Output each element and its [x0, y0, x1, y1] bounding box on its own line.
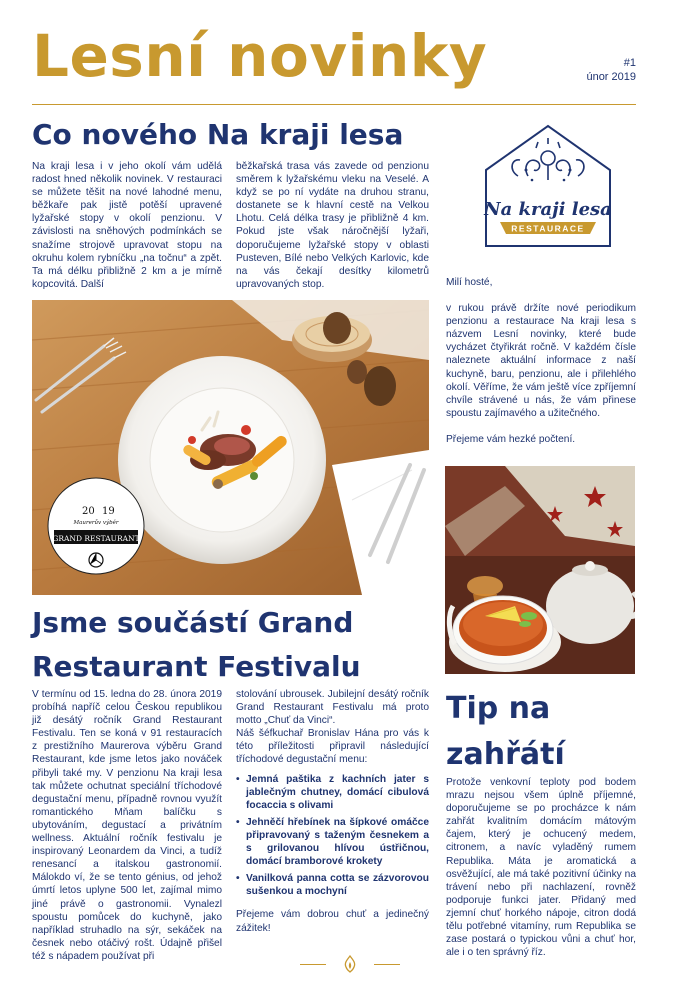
article-festival-column-1 — [32, 688, 222, 963]
tip-heading — [446, 686, 565, 778]
newsletter-title: Lesní novinky — [32, 22, 488, 90]
footer-rule-left — [300, 964, 326, 965]
badge-line2: GRAND RESTAURANT — [52, 534, 140, 543]
article-festival-closing: Přejeme vám dobrou chuť a jedinečný zážitek! — [236, 909, 429, 934]
logo-subtitle: RESTAURACE — [511, 223, 585, 234]
degustation-menu — [236, 773, 429, 899]
badge-year-right: 19 — [102, 506, 115, 517]
greeting-closing: Přejeme vám hezké počtení. — [446, 433, 576, 445]
tip-heading-line1: Tip na — [446, 691, 551, 726]
menu-item: • Jemná paštika z kachních jater s jablečným chutney, domácí cibulová focaccia s olivami — [236, 773, 429, 812]
menu-item: • Vanilková panna cotta se zázvorovou sušenkou a mochyní — [236, 872, 429, 898]
article-heading-festival-line2: Restaurant Festivalu — [32, 650, 361, 683]
article-festival-chef: Náš šéfkuchař Bronislav Hána pro vás k této příležitosti připravil následující tříchodové degustační menu: — [236, 728, 429, 766]
article-news-column-2 — [236, 160, 429, 291]
flame-icon — [342, 955, 358, 973]
logo-name: Na kraji lesa — [484, 199, 612, 220]
article-heading-news: Co nového Na kraji lesa — [32, 118, 404, 151]
menu-item: • Jehněčí hřebínek na šípkové omáčce připravovaný s taženým česnekem a s grilovanou hlívou ústřičnou, domácí bramborové krokety — [236, 816, 429, 868]
dish-photo — [32, 300, 429, 595]
issue-number: #1 — [623, 57, 636, 69]
greeting-salutation: Milí hosté, — [446, 277, 493, 288]
article-news-text-2: běžkařská trasa vás zavede od penzionu směrem k lyžařskému vleku na Veselé. A když se po ní vydáte na druhou stranu, dostanete se k hlavní cestě na Velkou Lhotu. Celá délka trasy je přibližně 4 km. Pokud jste však náročnější lyžaři, doporučujeme lyžařské stopy v oblasti Pusteven, Bílé nebo Velkých Karlovic, kde na vás čekají desítky kilometrů upravovaných stop. — [236, 161, 429, 290]
article-festival-intro: stolování ubrousek. Jubilejní desátý ročník Grand Restaurant Festivalu má proto motto „Chuť da Vinci“. — [236, 689, 429, 727]
badge-year-left: 20 — [82, 506, 95, 517]
article-festival-column-2 — [236, 688, 429, 935]
greeting-block — [446, 276, 636, 446]
tip-column — [446, 776, 636, 959]
article-news-column-1 — [32, 160, 222, 291]
tea-photo — [445, 466, 635, 674]
tip-heading-line2: zahřátí — [446, 737, 565, 772]
article-heading-festival-line1: Jsme součástí Grand — [32, 606, 354, 639]
greeting-body: v rukou právě držíte nové periodikum penzionu a restaurace Na kraji lesa s názvem Lesní novinky, které bude vycházet čtyřikrát ročně. V každém čísle naleznete aktuální informace z naší kuchyně, baru, penzionu, ale i přilehlého okolí. Věříme, že vám ještě více zpříjemní chvíle strávené u nás, že vám přinese spoustu zajímavého a užitečného. — [446, 303, 636, 419]
article-heading-festival — [32, 601, 361, 689]
article-festival-text-1: V termínu od 15. ledna do 28. února 2019 probíhá napříč celou Českou republikou již desátý ročník Grand Restaurant Festivalu. Ten se koná v 91 restauracích z prestižního Maurerova výběru Grand Restaurant, kde jsme letos jako nováček přibyli také my. V penzionu Na kraji lesa tak můžete ochutnat speciální tříchodové degustační menu, případně rovnou využít romantického Mňam balíčku s ubytováním, degustací a privátním wellness. Aktuální ročník festivalu je inspirovaný Leonardem da Vinci, a tudíž renesancí a italskou gastronomií. Málokdo ví, že se tento génius, od jehož úmrtí letos uplyne 500 let, zajímal mimo jiné právě o gastronomii. Vynalezl spoustu pomůcek do kuchyně, jako například struhadlo na sýr, sekáček na česnek nebo otáčivý rošt. Údajně přišel též s nápadem používat při — [32, 689, 222, 962]
header-divider — [32, 104, 636, 105]
article-news-text-1: Na kraji lesa i v jeho okolí vám udělá radost hned několik novinek. V restauraci se můžete těšit na nové lahodné menu, běžkaře pak jistě potěší upravené lyžařské stopy v okolí penzionu. V závislosti na sněhových podmínkách se snažíme strojově upravovat stopu na okruhu kolem rybníčku „na točnu“ a zpět. Ta má délku přibližně 2 km a je mírně kopcovitá. Další — [32, 161, 222, 290]
tip-text: Protože venkovní teploty pod bodem mrazu nejsou všem úplně příjemné, doporučujeme se po procházce k nám zahřát kvalitním domácím mátovým čajem, který je ochucený medem, citronem, a navíc vyladěný rumem Republika. Máta je aromatická a osvěžující, ale má také pozitivní účinky na trávení nebo při nachlazení, rovněž podporuje funkci jater. Přidaný med zjemní chuť horkého nápoje, citron dodá tělu potřebné vitamíny, rum Republika se zase postará o typickou vůni a chuť hor, ale i o ten správný říz. — [446, 777, 636, 959]
footer-rule-right — [374, 964, 400, 965]
restaurant-logo — [478, 118, 618, 258]
badge-line1: Maurerův výběr — [73, 520, 119, 526]
issue-date: únor 2019 — [586, 71, 636, 83]
issue-info — [586, 56, 636, 84]
